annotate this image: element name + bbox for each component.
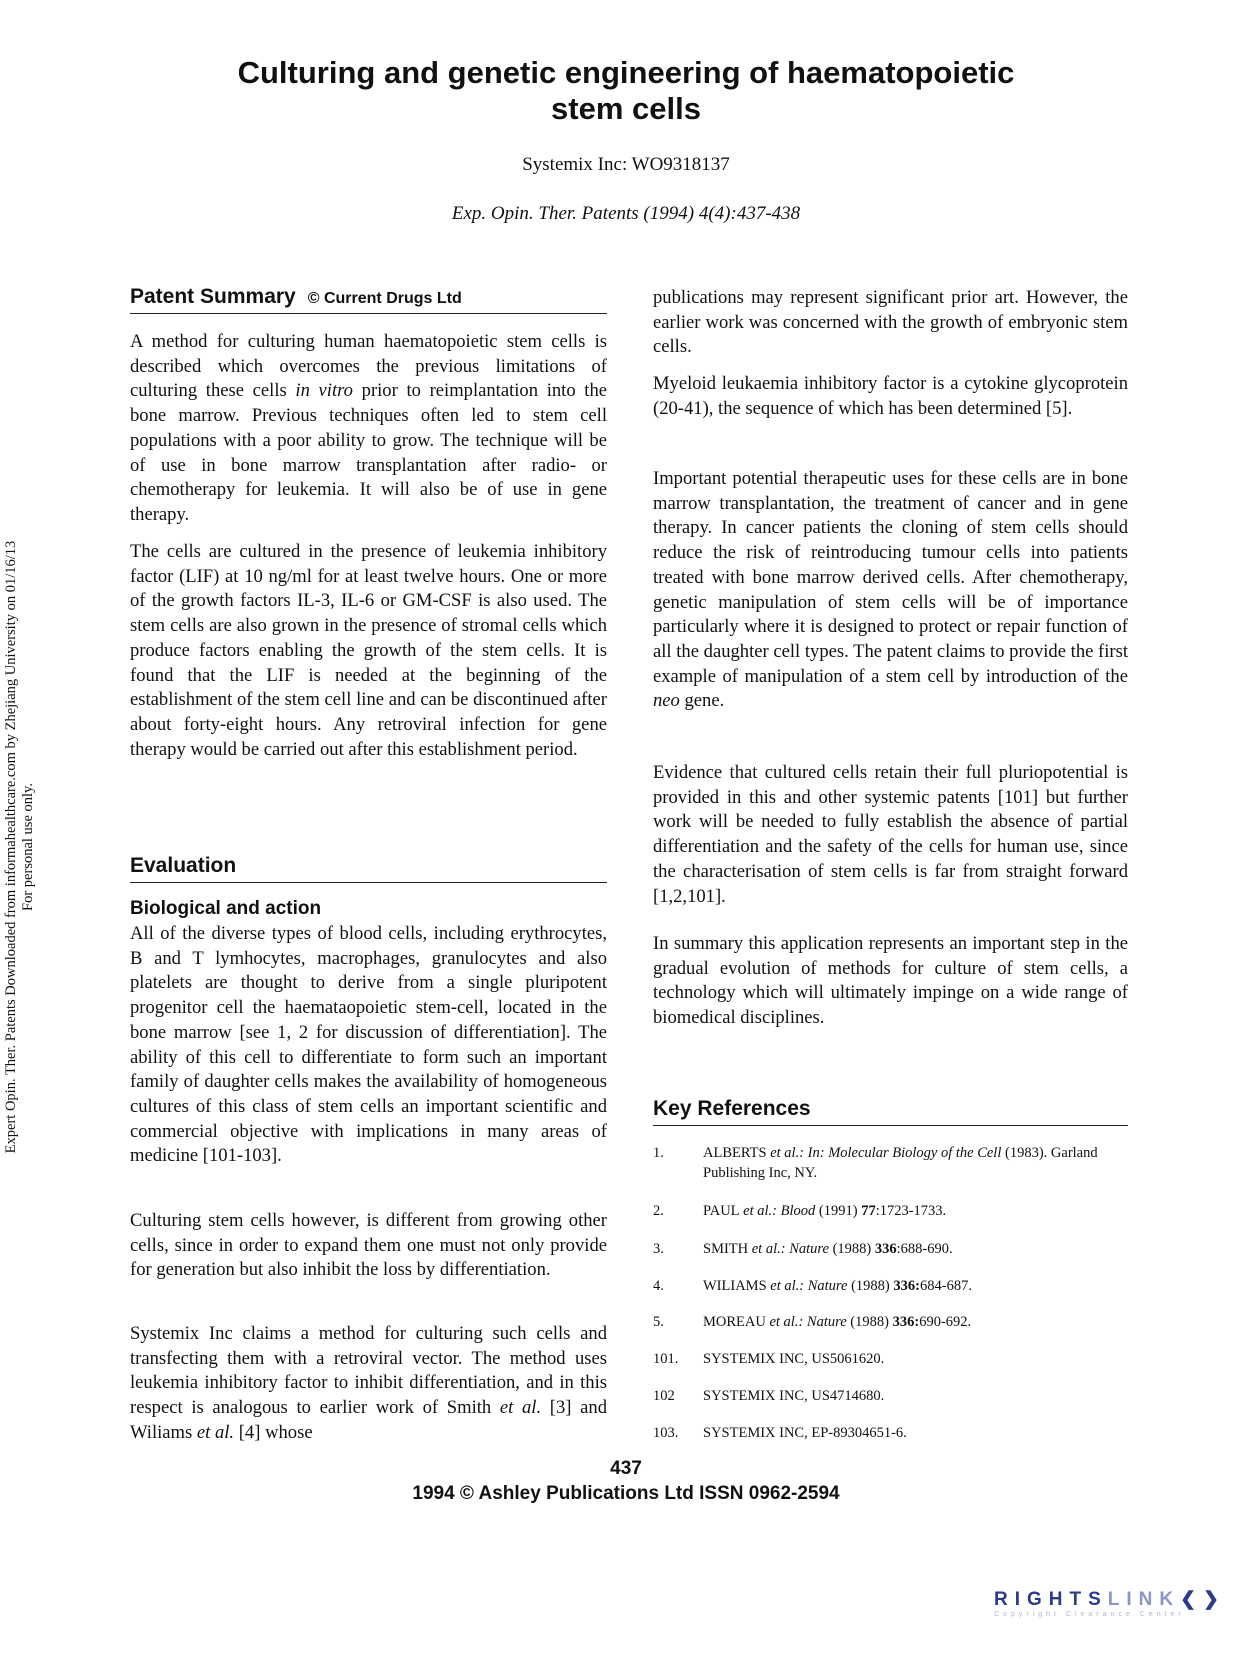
patent-number: Systemix Inc: WO9318137 — [522, 154, 730, 175]
divider — [130, 882, 607, 883]
evaluation-paragraph: Myeloid leukaemia inhibitory factor is a cytokine glycoprotein (20-41), the sequence of which has been determined [5]. — [653, 373, 1128, 419]
reference-text: SYSTEMIX INC, US4714680. — [703, 1388, 885, 1404]
reference-text: SMITH et al.: Nature (1988) 336:688-690. — [703, 1241, 953, 1257]
reference-number: 3. — [653, 1241, 664, 1257]
evaluation-paragraph: Systemix Inc claims a method for culturing such cells and transfecting them with a retroviral vector. The method uses leukemia inhibitory factor to inhibit differentiation, and in this respect is analogous to earlier work of Smith et al. [3] and Wiliams et al. [4] whose — [130, 1323, 608, 1443]
download-notice-line2: For personal use only. — [20, 783, 36, 911]
download-notice — [3, 497, 37, 1197]
heading-text: Patent Summary — [130, 285, 296, 308]
reference-number: 2. — [653, 1203, 664, 1219]
evaluation-paragraph: In summary this application represents an important step in the gradual evolution of methods for culture of stem cells, a technology which will ultimately impinge on a wide range of biomedical disciplines. — [653, 933, 1128, 1029]
logo-text-light: LINK — [1107, 1589, 1181, 1610]
key-references-heading: Key References — [653, 1097, 811, 1120]
reference-text: MOREAU et al.: Nature (1988) 336:690-692. — [703, 1314, 972, 1330]
evaluation-heading: Evaluation — [130, 854, 237, 877]
credit-text: © Current Drugs Ltd — [307, 290, 462, 307]
logo-text-dark: RIGHTS — [994, 1589, 1108, 1610]
reference-number: 1. — [653, 1145, 664, 1161]
summary-paragraph: A method for culturing human haematopoietic stem cells is described which overcomes the previous limitations of culturing these cells in vitro prior to reimplantation into the bone marrow. Previous techniques often led to stem cell populations with a poor ability to grow. The technique will be of use in bone marrow transplantation after radio- or chemotherapy for leukemia. It will also be of use in gene therapy. — [130, 331, 607, 525]
journal-citation: Exp. Opin. Ther. Patents (1994) 4(4):437-438 — [451, 203, 801, 224]
reference-text: ALBERTS et al.: In: Molecular Biology of the Cell (1983). Garland Publishing Inc, NY. — [703, 1145, 1098, 1181]
title-line-2: stem cells — [551, 91, 701, 126]
copyright-line: 1994 © Ashley Publications Ltd ISSN 0962-2594 — [412, 1483, 840, 1504]
reference-text: SYSTEMIX INC, EP-89304651-6. — [703, 1425, 907, 1441]
logo-tagline: Copyright Clearance Center — [994, 1611, 1185, 1618]
reference-number: 4. — [653, 1278, 664, 1294]
rightslink-logo — [994, 1588, 1226, 1618]
summary-paragraph: The cells are cultured in the presence of leukemia inhibitory factor (LIF) at 10 ng/ml for at least twelve hours. One or more of the growth factors IL-3, IL-6 or GM-CSF is also used. The stem cells are also grown in the presence of stromal cells which produce factors enabling the growth of the stem cells. It is found that the LIF is needed at the beginning of the establishment of the stem cell line and can be discontinued after about forty-eight hours. Any retroviral infection for gene therapy would be carried out after this establishment period. — [130, 541, 607, 760]
biological-subheading: Biological and action — [130, 898, 322, 919]
evaluation-paragraph: All of the diverse types of blood cells, including erythrocytes, B and T lymhocytes, macrophages, granulocytes and also platelets are thought to derive from a single pluripotent progenitor cell the haemataopoietic stem-cell, located in the bone marrow [see 1, 2 for discussion of differentiation]. The ability of this cell to differentiate to form such an important family of daughter cells makes the availability of homogeneous cultures of this class of stem cells an important scientific and commercial objective with implications in many areas of medicine [101-103]. — [130, 923, 607, 1167]
reference-text: PAUL et al.: Blood (1991) 77:1723-1733. — [703, 1203, 947, 1219]
article-title — [0, 55, 1252, 127]
evaluation-paragraph: publications may represent significant prior art. However, the earlier work was concerned with the growth of embryonic stem cells. — [653, 287, 1128, 358]
evaluation-paragraph: Culturing stem cells however, is different from growing other cells, since in order to expand them one must not only provide for generation but also inhibit the loss by differentiation. — [130, 1210, 607, 1281]
download-notice-line1: Expert Opin. Ther. Patents Downloaded from informahealthcare.com by Zhejiang University on 01/16/13 — [3, 540, 19, 1154]
reference-text: SYSTEMIX INC, US5061620. — [703, 1351, 885, 1367]
chevron-icon: ❮❯ — [1180, 1589, 1226, 1610]
page-number: 437 — [610, 1458, 642, 1479]
reference-number: 101. — [653, 1351, 679, 1367]
divider — [130, 313, 607, 314]
reference-number: 102 — [653, 1388, 675, 1404]
evaluation-paragraph: Important potential therapeutic uses for these cells are in bone marrow transplantation, the treatment of cancer and in gene therapy. In cancer patients the cloning of stem cells should reduce the risk of reintroducing tumour cells into patients treated with bone marrow derived cells. After chemotherapy, genetic manipulation of stem cells will be of importance particularly where it is designed to protect or repair function of all the daughter cell types. The patent claims to provide the first example of manipulation of a stem cell by introduction of the neo gene. — [653, 468, 1128, 712]
patent-summary-heading — [130, 285, 607, 309]
reference-text: WILIAMS et al.: Nature (1988) 336:684-687. — [703, 1278, 972, 1294]
reference-number: 103. — [653, 1425, 679, 1441]
divider — [653, 1125, 1128, 1126]
reference-number: 5. — [653, 1314, 664, 1330]
title-line-1: Culturing and genetic engineering of haematopoietic — [237, 55, 1015, 90]
evaluation-paragraph: Evidence that cultured cells retain their full pluriopotential is provided in this and other systemic patents [101] but further work will be needed to fully establish the absence of partial differentiation and the safety of the cells for human use, since the characterisation of stem cells is far from straight forward [1,2,101]. — [653, 762, 1128, 907]
